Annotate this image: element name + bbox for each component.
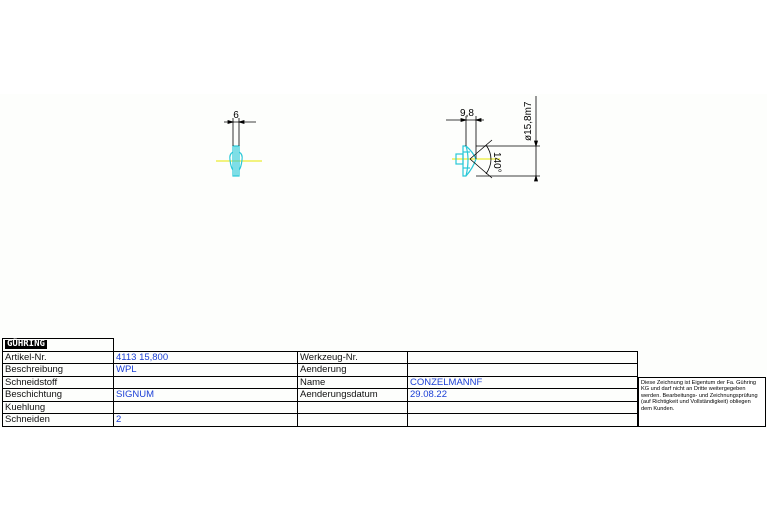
table-row	[3, 389, 638, 402]
right-part-outline	[456, 146, 476, 176]
table-row	[3, 401, 638, 414]
logo-row	[3, 339, 638, 352]
left-width-dimension	[224, 118, 256, 146]
empty-value	[408, 414, 638, 427]
empty-value	[408, 401, 638, 414]
table-row	[3, 351, 638, 364]
empty-label	[298, 401, 408, 414]
angle-label: 140°	[491, 152, 502, 173]
label-aenderungsdatum: Aenderungsdatum	[298, 389, 408, 402]
value-werkzeug	[408, 351, 638, 364]
value-aenderungsdatum: 29.08.22	[408, 389, 638, 402]
company-logo: GÜHRING	[7, 339, 45, 350]
right-view	[446, 96, 540, 181]
value-beschreibung: WPL	[114, 364, 298, 377]
empty-label	[298, 414, 408, 427]
label-werkzeug: Werkzeug-Nr.	[298, 351, 408, 364]
value-beschichtung: SIGNUM	[114, 389, 298, 402]
title-block	[2, 338, 638, 427]
left-view	[216, 110, 262, 176]
value-schneiden: 2	[114, 414, 298, 427]
value-kuehlung	[114, 401, 298, 414]
table-row	[3, 376, 638, 389]
table-row	[3, 414, 638, 427]
label-name: Name	[298, 376, 408, 389]
logo-cell	[3, 339, 114, 352]
diameter-label: ø15,8m7	[523, 101, 534, 141]
label-kuehlung: Kuehlung	[3, 401, 114, 414]
label-schneiden: Schneiden	[3, 414, 114, 427]
value-aenderung	[408, 364, 638, 377]
title-table	[2, 338, 638, 427]
label-beschreibung: Beschreibung	[3, 364, 114, 377]
label-aenderung: Aenderung	[298, 364, 408, 377]
label-artikel: Artikel-Nr.	[3, 351, 114, 364]
value-name: CONZELMANNF	[408, 376, 638, 389]
label-schneidstoff: Schneidstoff	[3, 376, 114, 389]
value-artikel: 4113 15,800	[114, 351, 298, 364]
left-width-label: 6	[233, 110, 239, 121]
value-schneidstoff	[114, 376, 298, 389]
right-width-label: 9,8	[460, 108, 474, 119]
label-beschichtung: Beschichtung	[3, 389, 114, 402]
ownership-notice: Diese Zeichnung ist Eigentum der Fa. Gühring KG und darf nicht an Dritte weitergegeben werden. Bearbeitungs- und Zeichnungsprüfung (auf Richtigkeit und Vollständigkeit) obliegen dem Kunden.	[638, 377, 766, 427]
table-row	[3, 364, 638, 377]
